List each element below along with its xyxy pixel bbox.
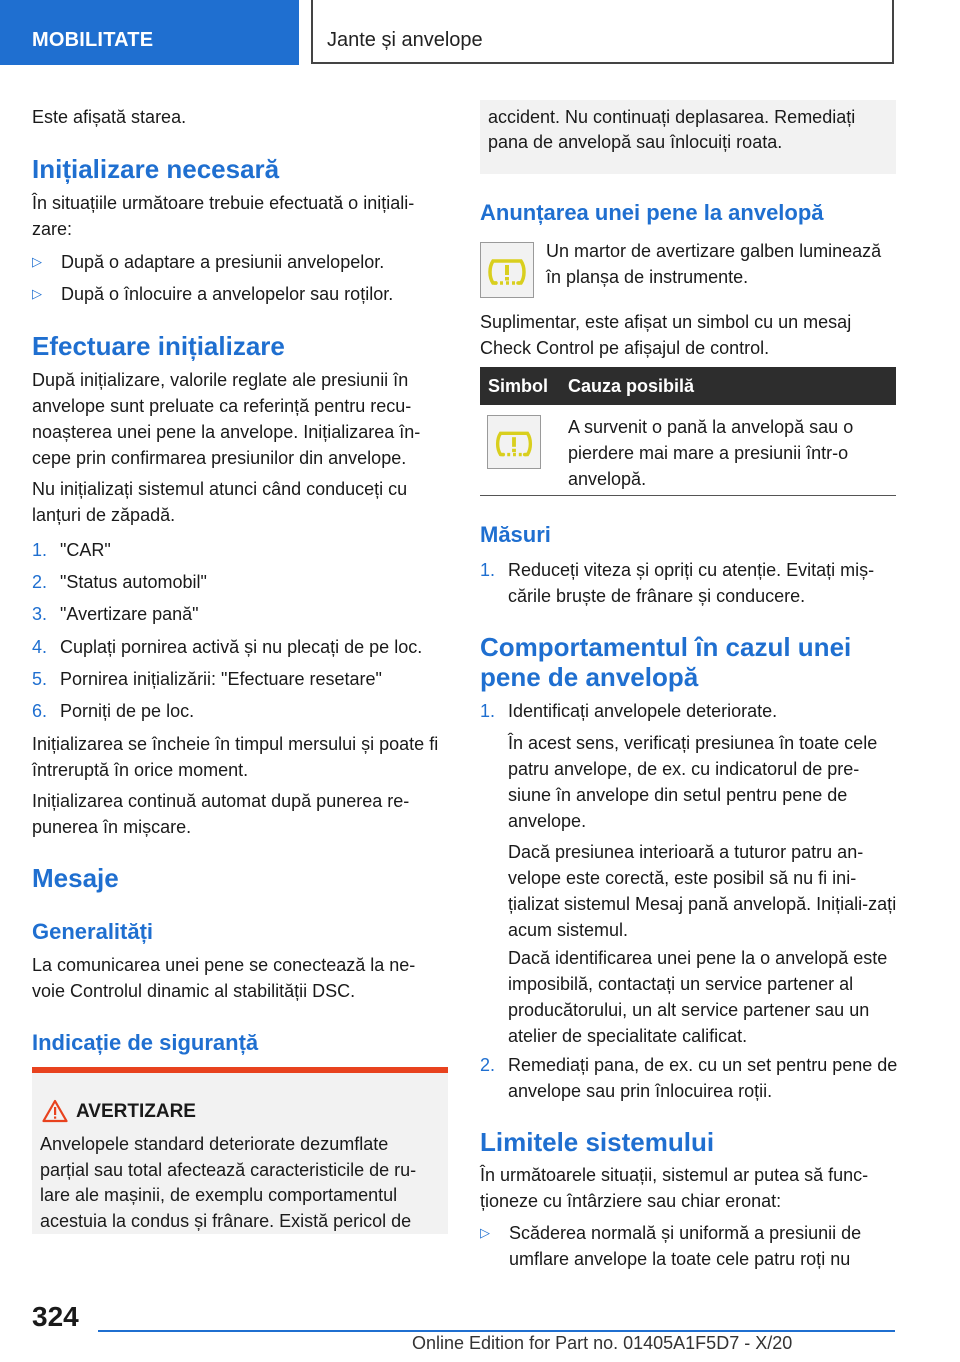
heading-behavior: Comportamentul în cazul unei pene de anvelopă (480, 632, 852, 692)
table-header (480, 367, 896, 405)
warning-box-continued (480, 100, 896, 174)
init-needed-text: În situațiile următoare trebuie efectuată o inițiali-zare: (32, 193, 415, 239)
limits-text: În următoarele situații, sistemul ar putea să func-ționeze cu întârziere sau chiar eronat: (480, 1165, 869, 1211)
page-number: 324 (32, 1301, 79, 1332)
status-text: Este afișată starea. (32, 107, 187, 127)
step-item: 6. Porniți de pe loc. (32, 701, 195, 721)
heading-measures: Măsuri (480, 522, 551, 547)
step-item: 1. Identificați anvelopele deteriorate. (480, 701, 778, 721)
do-init-paragraph-2: Nu inițializați sistemul atunci când conduceți cu lanțuri de zăpadă. (32, 479, 408, 525)
step-item: 4. Cuplați pornirea activă și nu plecați de pe loc. (32, 637, 423, 657)
step-item: 2. "Status automobil" (32, 572, 207, 592)
warning-text-continued: accident. Nu continuați deplasarea. Remediați pana de anvelopă sau înlocuiți roata. (488, 107, 856, 152)
flat-notice-text: Un martor de avertizare galben luminează în planșa de instrumente. (546, 241, 882, 287)
heading-init-needed: Inițializare necesară (32, 154, 280, 184)
bullet-triangle-icon: ▷ (32, 286, 42, 301)
footer-divider (98, 1330, 895, 1332)
warning-triangle-icon (42, 1099, 68, 1123)
flat-notice-paragraph-2: Suplimentar, este afișat un simbol cu un mesaj Check Control pe afișajul de control. (480, 312, 852, 358)
step-item: 1. Reduceți viteza și opriți cu atenție. Evitați miș-cările bruște de frânare și conducere. (480, 560, 875, 606)
step-item: 2. Remediați pana, de ex. cu un set pentru pene de anvelope sau prin înlocuirea roții. (480, 1055, 898, 1101)
heading-flat-notice: Anunțarea unei pene la anvelopă (480, 200, 824, 225)
step-item: 1. "CAR" (32, 540, 111, 560)
do-init-paragraph-1: După inițializare, valorile reglate ale presiunii în anvelope sunt preluate ca referință pentru recu-noașterea unei pene la anvelope. Inițializarea în-cepe prin confirmarea presiunilor din anvelope. (32, 370, 421, 468)
heading-safety: Indicație de siguranță (32, 1030, 259, 1055)
general-text: La comunicarea unei pene se conectează la ne-voie Controlul dinamic al stabilității DSC. (32, 955, 416, 1001)
behavior-step1-paragraph-1: În acest sens, verificați presiunea în toate cele patru anvelope, de ex. cu indicatorul de pre-siune în anvelope din setul pentru pene de anvelope. (508, 733, 878, 831)
warning-text: Anvelopele standard deteriorate dezumflate parțial sau total afectează caracteristicile de ru-lare ale mașinii, de exemplu comportamentul acestuia la condus și frânare. Există pericol de (40, 1134, 417, 1231)
do-init-paragraph-3: Inițializarea se încheie în timpul mersului și poate fi întreruptă în orice moment. (32, 734, 439, 780)
step-item: 3. "Avertizare pană" (32, 604, 199, 624)
section-title: MOBILITATE (32, 29, 154, 51)
heading-limits: Limitele sistemului (480, 1127, 715, 1157)
tire-pressure-warning-icon (480, 242, 534, 298)
edition-text: Online Edition for Part no. 01405A1F5D7 - X/20 (412, 1333, 793, 1353)
table-divider (480, 495, 896, 496)
step-item: 5. Pornirea inițializării: "Efectuare resetare" (32, 669, 382, 689)
behavior-step1-paragraph-3: Dacă identificarea unei pene la o anvelopă este imposibilă, contactați un service partener al producătorului, un alt service partener sau un atelier de specialitate calificat. (508, 948, 888, 1046)
warning-box (32, 1067, 448, 1234)
tire-pressure-warning-icon (487, 415, 541, 469)
do-init-paragraph-4: Inițializarea continuă automat după punerea re-punerea în mișcare. (32, 791, 410, 837)
chapter-tab (311, 0, 894, 64)
heading-general: Generalități (32, 919, 154, 944)
bullet-triangle-icon: ▷ (480, 1225, 490, 1240)
section-tab (0, 0, 299, 65)
column-header-symbol: Simbol (488, 376, 549, 396)
warning-title: AVERTIZARE (76, 1101, 196, 1122)
chapter-title: Jante și anvelope (327, 29, 483, 51)
bullet-triangle-icon: ▷ (32, 254, 42, 269)
behavior-step1-paragraph-2: Dacă presiunea interioară a tuturor patru an-velope este corectă, este posibil să nu fi ini-țializat sistemul Mesaj pană anvelopă. Inițiali-zați acum sistemul. (508, 842, 897, 940)
heading-do-init: Efectuare inițializare (32, 331, 285, 361)
heading-messages: Mesaje (32, 863, 119, 893)
column-header-cause: Cauza posibilă (568, 376, 695, 396)
table-cell-cause: A survenit o pană la anvelopă sau o pierdere mai mare a presiunii într-o anvelopă. (568, 417, 854, 489)
